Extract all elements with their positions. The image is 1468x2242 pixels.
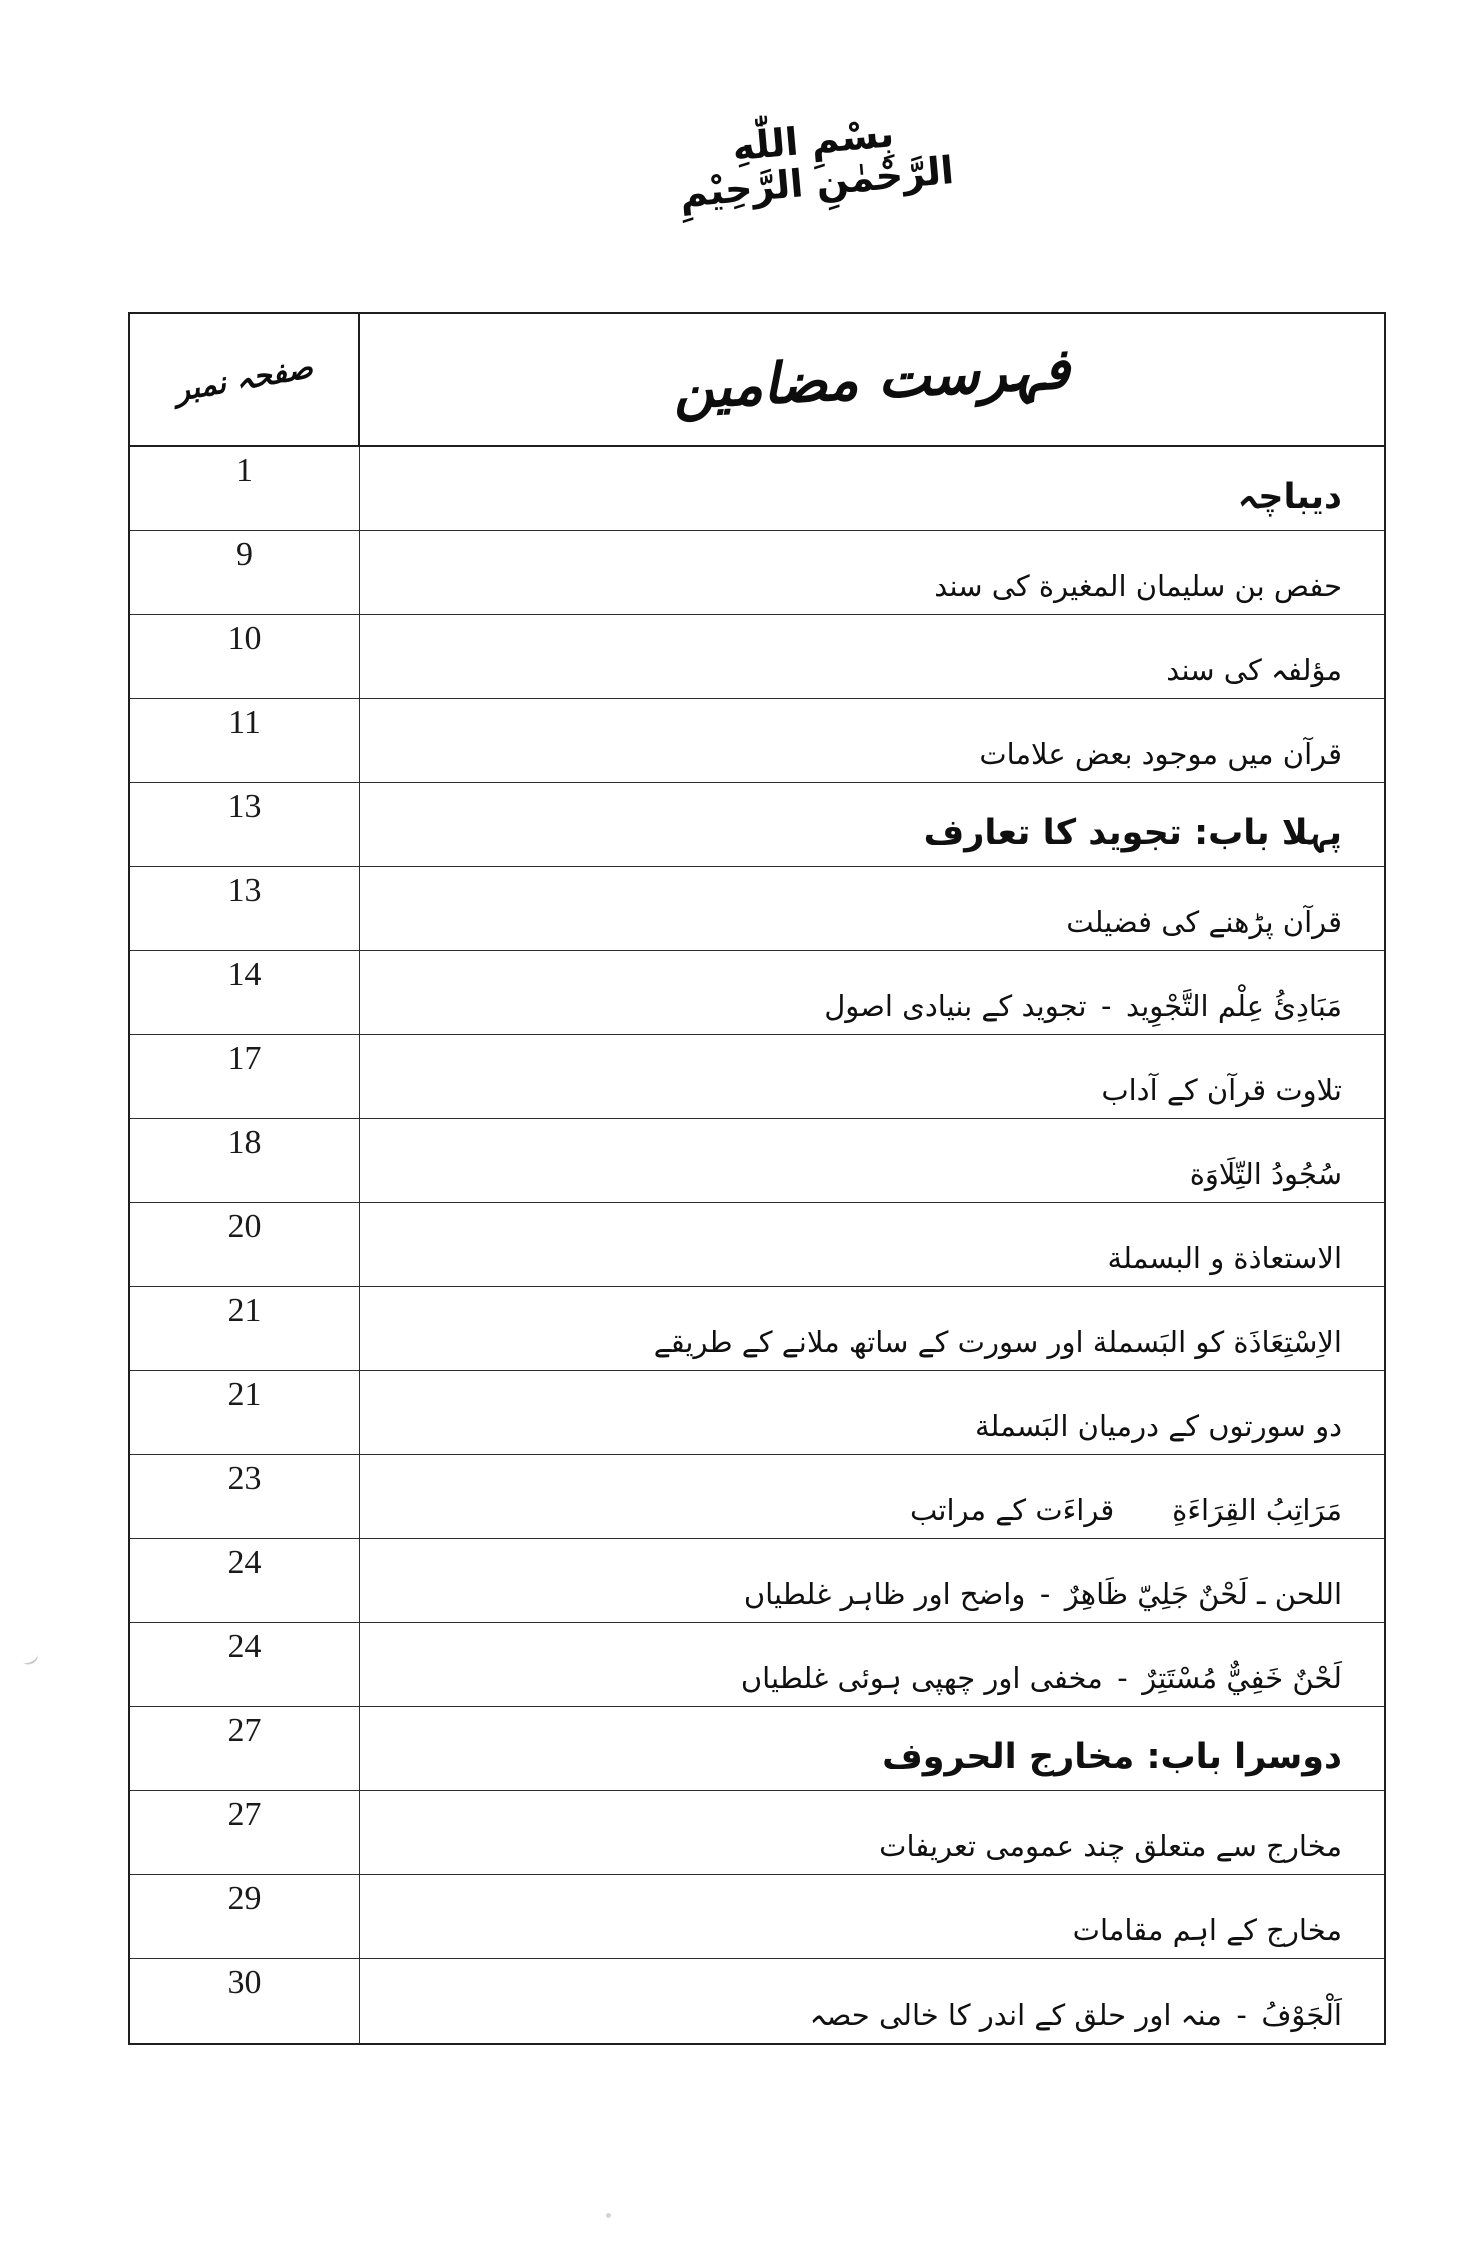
table-row bbox=[130, 1875, 1384, 1959]
page-number: 24 bbox=[227, 1628, 262, 1665]
table-row bbox=[130, 1707, 1384, 1791]
page-number-cell bbox=[130, 783, 360, 866]
table-row bbox=[130, 1203, 1384, 1287]
page-number-cell bbox=[130, 1371, 360, 1454]
entry-title-cell bbox=[360, 1203, 1384, 1286]
entry-title: قرآن میں موجود بعض علامات bbox=[979, 736, 1342, 771]
table-row bbox=[130, 951, 1384, 1035]
entry-title: سُجُودُ التِّلَاوَة bbox=[1189, 1156, 1342, 1191]
page-number-cell bbox=[130, 1959, 360, 2043]
page-number: 17 bbox=[227, 1040, 262, 1077]
table-row bbox=[130, 699, 1384, 783]
entry-title: اللحن ـ لَحْنٌ جَلِيّ ظَاهِرٌ - واضح اور ظاہر غلطیاں bbox=[743, 1576, 1342, 1611]
page-number-cell bbox=[130, 1035, 360, 1118]
page-number: 27 bbox=[227, 1712, 262, 1749]
page-number-cell bbox=[130, 1875, 360, 1958]
table-of-contents bbox=[128, 312, 1386, 2045]
page-number-cell bbox=[130, 951, 360, 1034]
entry-title-cell bbox=[360, 783, 1384, 866]
toc-header-row bbox=[130, 314, 1384, 447]
page-number: 13 bbox=[227, 788, 262, 825]
page-number-cell bbox=[130, 1287, 360, 1370]
bismillah-calligraphy: بِسْمِ اللّٰهِ الرَّحْمٰنِ الرَّحِيْمِ bbox=[677, 111, 956, 216]
entry-title: حفص بن سلیمان المغیرة کی سند bbox=[934, 568, 1342, 603]
entry-title: پہلا باب: تجوید کا تعارف bbox=[923, 813, 1342, 854]
entry-title: الاِسْتِعَاذَة کو البَسملة اور سورت کے ساتھ ملانے کے طریقے bbox=[653, 1324, 1342, 1359]
entry-title: مخارج سے متعلق چند عمومی تعریفات bbox=[879, 1828, 1342, 1863]
entry-title-cell bbox=[360, 1707, 1384, 1790]
entry-title-cell bbox=[360, 1539, 1384, 1622]
page-number-column-label: صفحہ نمبر bbox=[172, 350, 316, 409]
toc-body bbox=[130, 447, 1384, 2043]
entry-title: تلاوت قرآن کے آداب bbox=[1101, 1072, 1342, 1107]
page-number-cell bbox=[130, 699, 360, 782]
entry-title-cell bbox=[360, 951, 1384, 1034]
table-row bbox=[130, 615, 1384, 699]
entry-title: اَلْجَوْفُ - منہ اور حلق کے اندر کا خالی حصہ bbox=[809, 1997, 1342, 2032]
entry-title-cell bbox=[360, 1959, 1384, 2043]
table-row bbox=[130, 531, 1384, 615]
table-row bbox=[130, 1119, 1384, 1203]
entry-title-cell bbox=[360, 1623, 1384, 1706]
table-row bbox=[130, 447, 1384, 531]
page-number: 21 bbox=[227, 1376, 262, 1413]
page-number: 18 bbox=[227, 1124, 262, 1161]
entry-title-cell bbox=[360, 699, 1384, 782]
entry-title: قرآن پڑھنے کی فضیلت bbox=[1066, 904, 1342, 939]
table-row bbox=[130, 783, 1384, 867]
page-number: 27 bbox=[227, 1796, 262, 1833]
page-number-cell bbox=[130, 1203, 360, 1286]
page-number: 29 bbox=[227, 1880, 262, 1917]
page-number: 24 bbox=[227, 1544, 262, 1581]
entry-title-cell bbox=[360, 615, 1384, 698]
table-row bbox=[130, 1959, 1384, 2043]
table-row bbox=[130, 1371, 1384, 1455]
page-number: 1 bbox=[236, 452, 253, 489]
entry-title-cell bbox=[360, 1119, 1384, 1202]
entry-title-cell bbox=[360, 1287, 1384, 1370]
entry-title-cell bbox=[360, 1455, 1384, 1538]
entry-title: مَبَادِئُ عِلْم التَّجْوِيد - تجوید کے بنیادی اصول bbox=[824, 988, 1342, 1023]
entry-title: دوسرا باب: مخارج الحروف bbox=[882, 1737, 1342, 1778]
page-number: 9 bbox=[236, 536, 253, 573]
toc-title-cell bbox=[360, 314, 1384, 445]
page-number-cell bbox=[130, 1707, 360, 1790]
page-number: 10 bbox=[227, 620, 262, 657]
entry-title-cell bbox=[360, 447, 1384, 530]
page-number-cell bbox=[130, 1455, 360, 1538]
page-number: 20 bbox=[227, 1208, 262, 1245]
entry-title: لَحْنٌ خَفِيٌّ مُسْتَتِرٌ - مخفی اور چھپی ہوئی غلطیاں bbox=[740, 1660, 1342, 1695]
page-number-cell bbox=[130, 615, 360, 698]
entry-title-cell bbox=[360, 1791, 1384, 1874]
page-number: 13 bbox=[227, 872, 262, 909]
scan-artifact-dot bbox=[606, 2213, 611, 2218]
page-number-cell bbox=[130, 1119, 360, 1202]
entry-title: مخارج کے اہم مقامات bbox=[1072, 1912, 1342, 1947]
page-number-cell bbox=[130, 1791, 360, 1874]
table-row bbox=[130, 867, 1384, 951]
page-number-header-cell bbox=[130, 314, 360, 445]
scan-artifact-squiggle bbox=[20, 1649, 40, 1667]
entry-title: الاستعاذة و البسملة bbox=[1107, 1240, 1342, 1275]
table-row bbox=[130, 1791, 1384, 1875]
page-number-cell bbox=[130, 867, 360, 950]
entry-title-cell bbox=[360, 867, 1384, 950]
entry-title-cell bbox=[360, 1035, 1384, 1118]
table-row bbox=[130, 1035, 1384, 1119]
page-number-cell bbox=[130, 1623, 360, 1706]
table-row bbox=[130, 1287, 1384, 1371]
entry-title: مؤلفہ کی سند bbox=[1166, 652, 1342, 687]
page-number: 11 bbox=[228, 704, 261, 741]
page-number: 30 bbox=[227, 1964, 262, 2001]
entry-title-cell bbox=[360, 531, 1384, 614]
table-row bbox=[130, 1623, 1384, 1707]
entry-title: دیباچہ bbox=[1237, 477, 1342, 518]
page-number-cell bbox=[130, 1539, 360, 1622]
page-number-cell bbox=[130, 531, 360, 614]
entry-title-cell bbox=[360, 1371, 1384, 1454]
entry-title: دو سورتوں کے درمیان البَسملة bbox=[975, 1408, 1342, 1443]
table-row bbox=[130, 1539, 1384, 1623]
page-number: 23 bbox=[227, 1460, 262, 1497]
toc-title: فہرست مضامین bbox=[672, 336, 1072, 423]
table-row bbox=[130, 1455, 1384, 1539]
page-number: 14 bbox=[227, 956, 262, 993]
page-number-cell bbox=[130, 447, 360, 530]
entry-title: مَرَاتِبُ القِرَاءَةِ قراءَت کے مراتب bbox=[909, 1492, 1342, 1527]
page-number: 21 bbox=[227, 1292, 262, 1329]
entry-title-cell bbox=[360, 1875, 1384, 1958]
